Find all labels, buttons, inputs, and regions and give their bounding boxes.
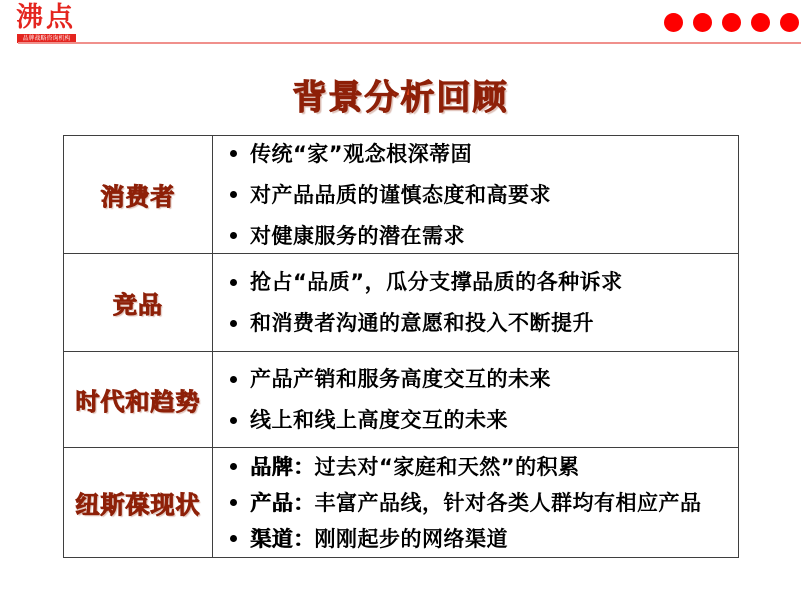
table-row [64, 351, 738, 447]
header-divider-line [18, 42, 801, 44]
table-row [64, 447, 738, 557]
row-content-cell [213, 448, 738, 557]
table-row [64, 136, 738, 253]
red-dot-icon [780, 13, 799, 32]
bullet-lead: 品牌： [250, 454, 315, 479]
bullet-dot-icon [230, 463, 237, 470]
bullet-text: 线上和线上高度交互的未来 [250, 408, 508, 432]
bullet-text: 对健康服务的潜在需求 [250, 223, 465, 248]
red-dot-icon [751, 13, 770, 32]
row-content-cell [213, 352, 738, 447]
row-label: 消费者 [100, 183, 176, 211]
bullet-item [230, 141, 730, 167]
bullet-text: 产品产销和服务高度交互的未来 [250, 367, 551, 391]
bullet-lead: 渠道： [250, 526, 315, 551]
bullet-text: 和消费者沟通的意愿和投入不断提升 [250, 311, 594, 335]
row-label-cell [64, 136, 213, 253]
bullet-dot-icon [230, 376, 237, 383]
bullet-item [230, 407, 730, 433]
bullet-item [230, 454, 730, 480]
logo-tagline: 品牌战略咨询机构 [17, 34, 76, 43]
bullet-item [230, 269, 730, 295]
header-dots [664, 13, 799, 32]
red-dot-icon [693, 13, 712, 32]
bullet-dot-icon [230, 499, 237, 506]
bullet-item [230, 223, 730, 249]
row-label: 时代和趋势 [75, 388, 201, 416]
bullet-dot-icon [230, 279, 237, 286]
row-label-cell [64, 352, 213, 447]
row-content-cell [213, 136, 738, 253]
bullet-text: 传统“家”观念根深蒂固 [250, 141, 473, 166]
red-dot-icon [722, 13, 741, 32]
bullet-item [230, 490, 730, 516]
row-label-cell [64, 254, 213, 351]
bullet-item [230, 366, 730, 392]
bullet-text: 丰富产品线，针对各类人群均有相应产品 [314, 490, 702, 515]
bullet-item [230, 310, 730, 336]
bullet-text: 刚刚起步的网络渠道 [314, 526, 508, 551]
background-analysis-table [63, 135, 739, 558]
row-label: 竞品 [113, 291, 163, 319]
bullet-text: 抢占“品质”，瓜分支撑品质的各种诉求 [250, 270, 623, 294]
row-label-cell [64, 448, 213, 557]
bullet-dot-icon [230, 150, 237, 157]
bullet-item [230, 182, 730, 208]
row-content-cell [213, 254, 738, 351]
page-title: 背景分析回顾 [292, 78, 509, 118]
bullet-dot-icon [230, 535, 237, 542]
bullet-dot-icon [230, 232, 237, 239]
logo: 沸点 [16, 2, 76, 33]
bullet-lead: 产品： [250, 490, 315, 515]
bullet-dot-icon [230, 191, 237, 198]
bullet-dot-icon [230, 320, 237, 327]
bullet-dot-icon [230, 417, 237, 424]
row-label: 纽斯葆现状 [75, 491, 201, 519]
table-row [64, 253, 738, 351]
bullet-text: 过去对“家庭和天然”的积累 [314, 454, 580, 479]
red-dot-icon [664, 13, 683, 32]
bullet-text: 对产品品质的谨慎态度和高要求 [250, 182, 551, 207]
bullet-item [230, 526, 730, 552]
